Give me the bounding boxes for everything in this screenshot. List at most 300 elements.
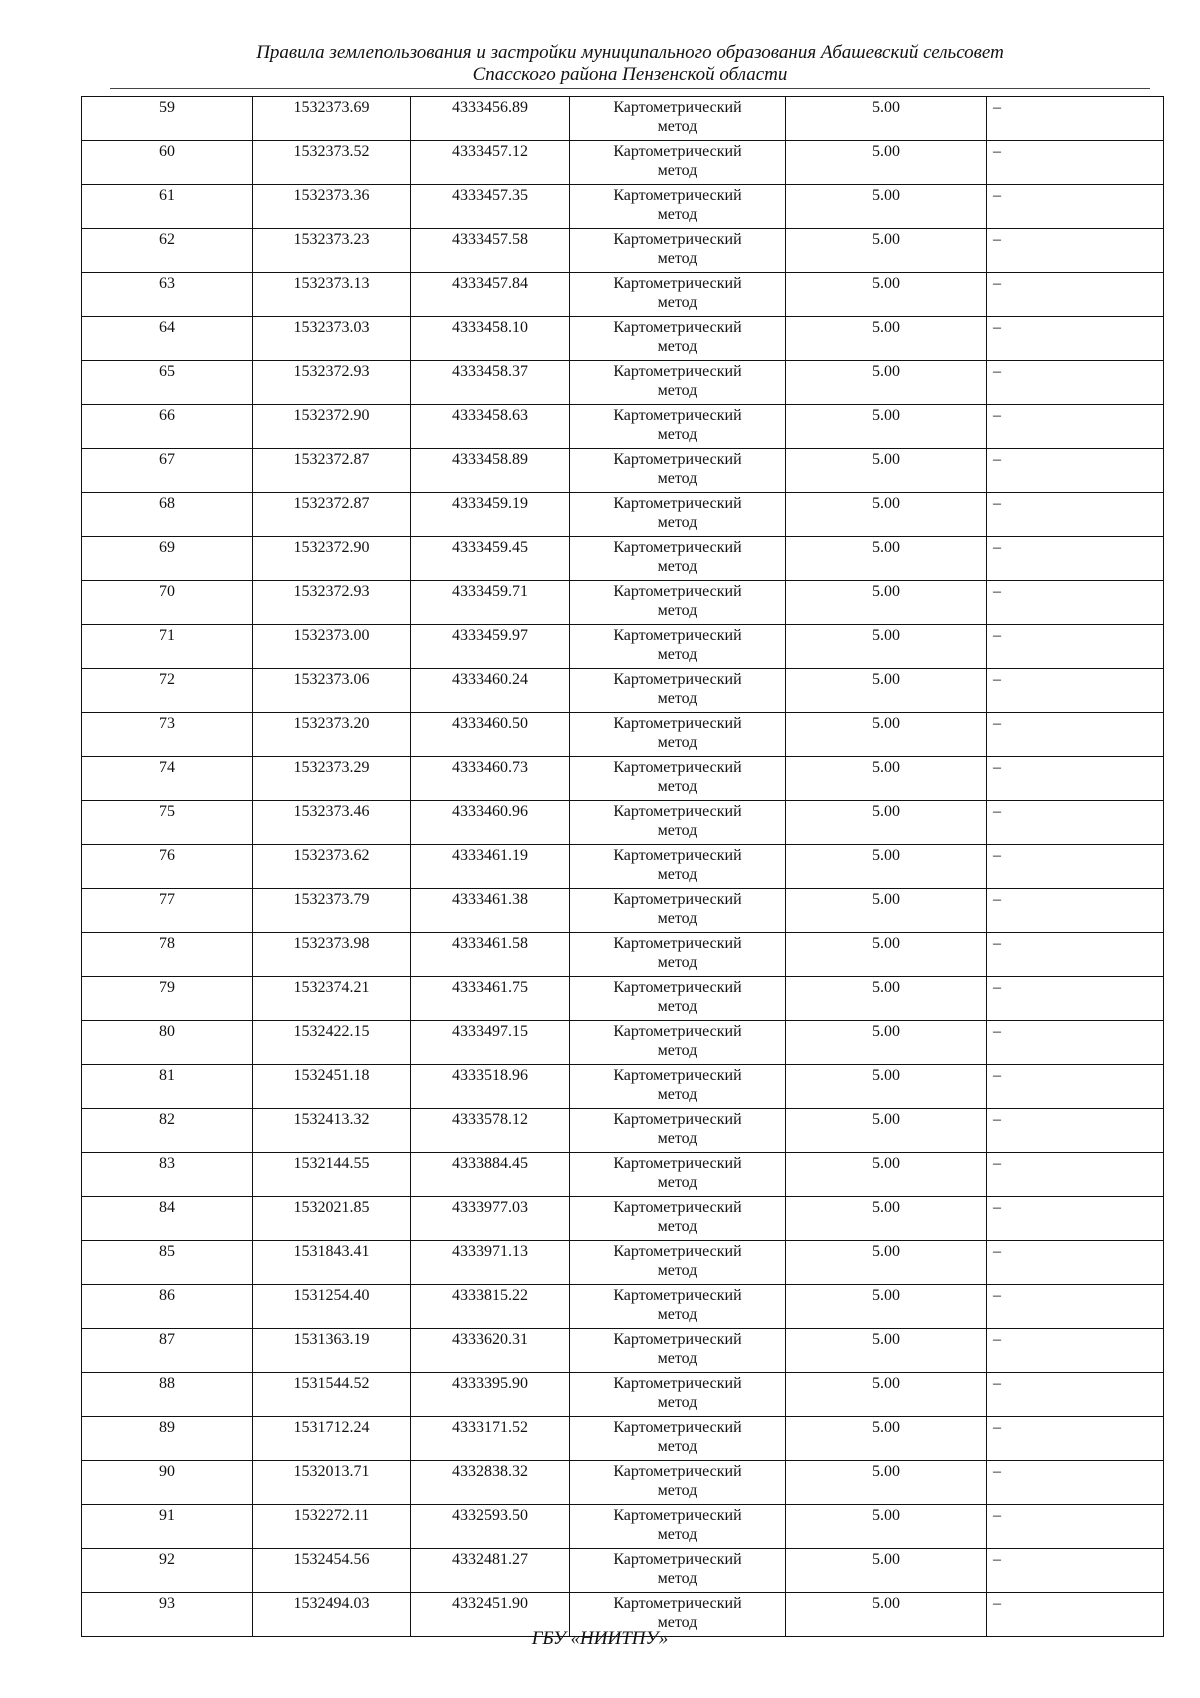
x-coordinate-cell: 1532422.15 (253, 1021, 411, 1065)
table-row (82, 449, 1164, 493)
method-line-2: метод (657, 1086, 698, 1103)
table-row (82, 1153, 1164, 1197)
note-cell: – (987, 977, 1164, 1021)
method-line-1: Картометрический (613, 1463, 742, 1480)
page-footer: ГБУ «НИИТПУ» (531, 1628, 669, 1649)
note-cell: – (987, 889, 1164, 933)
note-cell: – (987, 1109, 1164, 1153)
method-line-1: Картометрический (613, 1111, 742, 1128)
accuracy-cell: 5.00 (786, 1021, 987, 1065)
method-line-2: метод (657, 1614, 698, 1631)
point-number-cell: 88 (82, 1373, 253, 1417)
method-cell (570, 1329, 786, 1373)
point-number-cell: 79 (82, 977, 253, 1021)
note-cell: – (987, 933, 1164, 977)
method-line-1: Картометрический (613, 1287, 742, 1304)
method-line-2: метод (657, 1306, 698, 1323)
x-coordinate-cell: 1532373.52 (253, 141, 411, 185)
point-number-cell: 62 (82, 229, 253, 273)
method-cell (570, 141, 786, 185)
method-line-1: Картометрический (613, 935, 742, 952)
accuracy-cell: 5.00 (786, 317, 987, 361)
method-cell (570, 757, 786, 801)
accuracy-cell: 5.00 (786, 669, 987, 713)
method-line-2: метод (657, 1042, 698, 1059)
note-cell: – (987, 713, 1164, 757)
method-line-1: Картометрический (613, 1067, 742, 1084)
table-row (82, 1329, 1164, 1373)
method-cell (570, 185, 786, 229)
x-coordinate-cell: 1532373.79 (253, 889, 411, 933)
method-cell (570, 889, 786, 933)
table-row (82, 493, 1164, 537)
y-coordinate-cell: 4333460.73 (411, 757, 570, 801)
method-line-1: Картометрический (613, 1375, 742, 1392)
table-row (82, 977, 1164, 1021)
accuracy-cell: 5.00 (786, 1109, 987, 1153)
method-line-1: Картометрический (613, 187, 742, 204)
method-cell (570, 625, 786, 669)
method-cell (570, 1065, 786, 1109)
x-coordinate-cell: 1532413.32 (253, 1109, 411, 1153)
method-line-1: Картометрический (613, 1243, 742, 1260)
method-line-2: метод (657, 1262, 698, 1279)
accuracy-cell: 5.00 (786, 1065, 987, 1109)
note-cell: – (987, 97, 1164, 141)
note-cell: – (987, 1065, 1164, 1109)
y-coordinate-cell: 4333971.13 (411, 1241, 570, 1285)
table-row (82, 1021, 1164, 1065)
method-line-1: Картометрический (613, 1507, 742, 1524)
y-coordinate-cell: 4333620.31 (411, 1329, 570, 1373)
method-line-2: метод (657, 646, 698, 663)
method-cell (570, 581, 786, 625)
point-number-cell: 60 (82, 141, 253, 185)
method-line-1: Картометрический (613, 759, 742, 776)
note-cell: – (987, 1461, 1164, 1505)
y-coordinate-cell: 4332838.32 (411, 1461, 570, 1505)
accuracy-cell: 5.00 (786, 1505, 987, 1549)
accuracy-cell: 5.00 (786, 493, 987, 537)
accuracy-cell: 5.00 (786, 1153, 987, 1197)
point-number-cell: 73 (82, 713, 253, 757)
x-coordinate-cell: 1532372.87 (253, 493, 411, 537)
table-row (82, 713, 1164, 757)
point-number-cell: 66 (82, 405, 253, 449)
point-number-cell: 74 (82, 757, 253, 801)
note-cell: – (987, 1373, 1164, 1417)
accuracy-cell: 5.00 (786, 625, 987, 669)
table-row (82, 185, 1164, 229)
point-number-cell: 89 (82, 1417, 253, 1461)
coordinates-table-body (82, 97, 1164, 1637)
accuracy-cell: 5.00 (786, 185, 987, 229)
x-coordinate-cell: 1532373.69 (253, 97, 411, 141)
coordinates-table (81, 96, 1164, 1637)
point-number-cell: 85 (82, 1241, 253, 1285)
note-cell: – (987, 537, 1164, 581)
accuracy-cell: 5.00 (786, 141, 987, 185)
y-coordinate-cell: 4333460.96 (411, 801, 570, 845)
method-line-2: метод (657, 734, 698, 751)
method-line-1: Картометрический (613, 231, 742, 248)
note-cell: – (987, 1417, 1164, 1461)
note-cell: – (987, 1197, 1164, 1241)
x-coordinate-cell: 1532373.29 (253, 757, 411, 801)
method-cell (570, 229, 786, 273)
y-coordinate-cell: 4333497.15 (411, 1021, 570, 1065)
note-cell: – (987, 757, 1164, 801)
x-coordinate-cell: 1532372.87 (253, 449, 411, 493)
method-line-1: Картометрический (613, 319, 742, 336)
point-number-cell: 61 (82, 185, 253, 229)
note-cell: – (987, 1505, 1164, 1549)
y-coordinate-cell: 4333457.58 (411, 229, 570, 273)
method-cell (570, 1461, 786, 1505)
x-coordinate-cell: 1531843.41 (253, 1241, 411, 1285)
method-line-1: Картометрический (613, 143, 742, 160)
point-number-cell: 80 (82, 1021, 253, 1065)
method-line-2: метод (657, 206, 698, 223)
method-line-1: Картометрический (613, 803, 742, 820)
method-line-1: Картометрический (613, 847, 742, 864)
method-line-2: метод (657, 910, 698, 927)
header-title-line-1: Правила землепользования и застройки муниципального образования Абашевский сельсовет (256, 42, 1004, 63)
method-cell (570, 1505, 786, 1549)
table-row (82, 581, 1164, 625)
method-line-1: Картометрический (613, 495, 742, 512)
x-coordinate-cell: 1531544.52 (253, 1373, 411, 1417)
table-row (82, 1197, 1164, 1241)
note-cell: – (987, 801, 1164, 845)
method-cell (570, 1417, 786, 1461)
x-coordinate-cell: 1532451.18 (253, 1065, 411, 1109)
method-cell (570, 493, 786, 537)
accuracy-cell: 5.00 (786, 889, 987, 933)
method-cell (570, 1197, 786, 1241)
note-cell: – (987, 317, 1164, 361)
x-coordinate-cell: 1532373.62 (253, 845, 411, 889)
x-coordinate-cell: 1532373.20 (253, 713, 411, 757)
method-line-1: Картометрический (613, 1155, 742, 1172)
method-cell (570, 317, 786, 361)
table-row (82, 1065, 1164, 1109)
x-coordinate-cell: 1532454.56 (253, 1549, 411, 1593)
method-line-2: метод (657, 866, 698, 883)
y-coordinate-cell: 4332593.50 (411, 1505, 570, 1549)
accuracy-cell: 5.00 (786, 537, 987, 581)
y-coordinate-cell: 4333458.10 (411, 317, 570, 361)
note-cell: – (987, 185, 1164, 229)
table-row (82, 97, 1164, 141)
accuracy-cell: 5.00 (786, 713, 987, 757)
method-line-2: метод (657, 1350, 698, 1367)
x-coordinate-cell: 1532373.98 (253, 933, 411, 977)
accuracy-cell: 5.00 (786, 97, 987, 141)
note-cell: – (987, 449, 1164, 493)
method-line-2: метод (657, 118, 698, 135)
accuracy-cell: 5.00 (786, 361, 987, 405)
table-row (82, 405, 1164, 449)
method-line-1: Картометрический (613, 671, 742, 688)
method-line-1: Картометрический (613, 715, 742, 732)
table-row (82, 1109, 1164, 1153)
method-line-2: метод (657, 998, 698, 1015)
method-line-2: метод (657, 1130, 698, 1147)
accuracy-cell: 5.00 (786, 977, 987, 1021)
table-row (82, 1417, 1164, 1461)
y-coordinate-cell: 4333460.50 (411, 713, 570, 757)
table-row (82, 1549, 1164, 1593)
point-number-cell: 65 (82, 361, 253, 405)
accuracy-cell: 5.00 (786, 1329, 987, 1373)
table-row (82, 273, 1164, 317)
method-line-2: метод (657, 822, 698, 839)
method-line-2: метод (657, 558, 698, 575)
method-line-1: Картометрический (613, 1331, 742, 1348)
accuracy-cell: 5.00 (786, 933, 987, 977)
y-coordinate-cell: 4333461.75 (411, 977, 570, 1021)
table-row (82, 845, 1164, 889)
note-cell: – (987, 1549, 1164, 1593)
method-cell (570, 801, 786, 845)
x-coordinate-cell: 1532372.93 (253, 361, 411, 405)
method-cell (570, 977, 786, 1021)
point-number-cell: 86 (82, 1285, 253, 1329)
x-coordinate-cell: 1532373.03 (253, 317, 411, 361)
point-number-cell: 68 (82, 493, 253, 537)
accuracy-cell: 5.00 (786, 229, 987, 273)
x-coordinate-cell: 1532372.90 (253, 405, 411, 449)
note-cell: – (987, 1593, 1164, 1637)
method-line-2: метод (657, 162, 698, 179)
method-line-2: метод (657, 250, 698, 267)
x-coordinate-cell: 1532021.85 (253, 1197, 411, 1241)
y-coordinate-cell: 4333977.03 (411, 1197, 570, 1241)
method-line-2: метод (657, 954, 698, 971)
method-line-1: Картометрический (613, 583, 742, 600)
method-cell (570, 1109, 786, 1153)
point-number-cell: 93 (82, 1593, 253, 1637)
y-coordinate-cell: 4332451.90 (411, 1593, 570, 1637)
y-coordinate-cell: 4333395.90 (411, 1373, 570, 1417)
x-coordinate-cell: 1532374.21 (253, 977, 411, 1021)
note-cell: – (987, 845, 1164, 889)
accuracy-cell: 5.00 (786, 1373, 987, 1417)
accuracy-cell: 5.00 (786, 801, 987, 845)
method-cell (570, 449, 786, 493)
y-coordinate-cell: 4333518.96 (411, 1065, 570, 1109)
accuracy-cell: 5.00 (786, 1549, 987, 1593)
note-cell: – (987, 229, 1164, 273)
point-number-cell: 90 (82, 1461, 253, 1505)
y-coordinate-cell: 4333171.52 (411, 1417, 570, 1461)
table-row (82, 1373, 1164, 1417)
method-line-2: метод (657, 602, 698, 619)
point-number-cell: 91 (82, 1505, 253, 1549)
table-row (82, 889, 1164, 933)
y-coordinate-cell: 4333459.19 (411, 493, 570, 537)
point-number-cell: 75 (82, 801, 253, 845)
point-number-cell: 69 (82, 537, 253, 581)
y-coordinate-cell: 4333456.89 (411, 97, 570, 141)
x-coordinate-cell: 1532272.11 (253, 1505, 411, 1549)
method-cell (570, 97, 786, 141)
method-cell (570, 713, 786, 757)
table-row (82, 669, 1164, 713)
method-cell (570, 1153, 786, 1197)
table-row (82, 317, 1164, 361)
note-cell: – (987, 625, 1164, 669)
x-coordinate-cell: 1532372.90 (253, 537, 411, 581)
x-coordinate-cell: 1532372.93 (253, 581, 411, 625)
point-number-cell: 82 (82, 1109, 253, 1153)
method-line-1: Картометрический (613, 275, 742, 292)
method-line-2: метод (657, 426, 698, 443)
point-number-cell: 77 (82, 889, 253, 933)
method-line-1: Картометрический (613, 539, 742, 556)
method-line-2: метод (657, 778, 698, 795)
method-line-2: метод (657, 1394, 698, 1411)
method-cell (570, 1021, 786, 1065)
method-line-2: метод (657, 1482, 698, 1499)
x-coordinate-cell: 1532373.13 (253, 273, 411, 317)
y-coordinate-cell: 4333458.37 (411, 361, 570, 405)
y-coordinate-cell: 4333459.45 (411, 537, 570, 581)
x-coordinate-cell: 1532144.55 (253, 1153, 411, 1197)
accuracy-cell: 5.00 (786, 1417, 987, 1461)
y-coordinate-cell: 4333461.38 (411, 889, 570, 933)
table-row (82, 757, 1164, 801)
point-number-cell: 64 (82, 317, 253, 361)
method-line-1: Картометрический (613, 1551, 742, 1568)
method-line-1: Картометрический (613, 1199, 742, 1216)
method-cell (570, 1241, 786, 1285)
accuracy-cell: 5.00 (786, 757, 987, 801)
x-coordinate-cell: 1532013.71 (253, 1461, 411, 1505)
accuracy-cell: 5.00 (786, 405, 987, 449)
point-number-cell: 76 (82, 845, 253, 889)
point-number-cell: 83 (82, 1153, 253, 1197)
y-coordinate-cell: 4333457.84 (411, 273, 570, 317)
method-line-1: Картометрический (613, 451, 742, 468)
table-row (82, 229, 1164, 273)
method-line-2: метод (657, 338, 698, 355)
method-line-2: метод (657, 1174, 698, 1191)
point-number-cell: 63 (82, 273, 253, 317)
note-cell: – (987, 581, 1164, 625)
method-line-1: Картометрический (613, 407, 742, 424)
y-coordinate-cell: 4333461.58 (411, 933, 570, 977)
y-coordinate-cell: 4333457.35 (411, 185, 570, 229)
x-coordinate-cell: 1532494.03 (253, 1593, 411, 1637)
x-coordinate-cell: 1532373.00 (253, 625, 411, 669)
x-coordinate-cell: 1531254.40 (253, 1285, 411, 1329)
point-number-cell: 78 (82, 933, 253, 977)
note-cell: – (987, 405, 1164, 449)
method-line-1: Картометрический (613, 891, 742, 908)
note-cell: – (987, 669, 1164, 713)
method-line-2: метод (657, 1438, 698, 1455)
note-cell: – (987, 1021, 1164, 1065)
x-coordinate-cell: 1531712.24 (253, 1417, 411, 1461)
method-line-2: метод (657, 514, 698, 531)
y-coordinate-cell: 4332481.27 (411, 1549, 570, 1593)
table-row (82, 361, 1164, 405)
method-cell (570, 669, 786, 713)
note-cell: – (987, 1285, 1164, 1329)
table-row (82, 625, 1164, 669)
y-coordinate-cell: 4333460.24 (411, 669, 570, 713)
method-cell (570, 361, 786, 405)
note-cell: – (987, 141, 1164, 185)
method-cell (570, 845, 786, 889)
method-line-2: метод (657, 382, 698, 399)
point-number-cell: 87 (82, 1329, 253, 1373)
table-row (82, 1285, 1164, 1329)
page-header (110, 42, 1150, 86)
y-coordinate-cell: 4333578.12 (411, 1109, 570, 1153)
accuracy-cell: 5.00 (786, 273, 987, 317)
x-coordinate-cell: 1532373.06 (253, 669, 411, 713)
y-coordinate-cell: 4333461.19 (411, 845, 570, 889)
method-cell (570, 405, 786, 449)
table-row (82, 537, 1164, 581)
x-coordinate-cell: 1532373.36 (253, 185, 411, 229)
y-coordinate-cell: 4333884.45 (411, 1153, 570, 1197)
point-number-cell: 70 (82, 581, 253, 625)
method-line-2: метод (657, 294, 698, 311)
x-coordinate-cell: 1532373.23 (253, 229, 411, 273)
table-row (82, 1461, 1164, 1505)
y-coordinate-cell: 4333815.22 (411, 1285, 570, 1329)
accuracy-cell: 5.00 (786, 581, 987, 625)
header-divider (110, 88, 1150, 89)
method-cell (570, 273, 786, 317)
note-cell: – (987, 1329, 1164, 1373)
accuracy-cell: 5.00 (786, 1593, 987, 1637)
table-row (82, 801, 1164, 845)
accuracy-cell: 5.00 (786, 1461, 987, 1505)
table-row (82, 141, 1164, 185)
accuracy-cell: 5.00 (786, 449, 987, 493)
y-coordinate-cell: 4333458.89 (411, 449, 570, 493)
method-line-1: Картометрический (613, 1023, 742, 1040)
accuracy-cell: 5.00 (786, 1285, 987, 1329)
accuracy-cell: 5.00 (786, 1197, 987, 1241)
method-line-2: метод (657, 470, 698, 487)
note-cell: – (987, 493, 1164, 537)
note-cell: – (987, 1153, 1164, 1197)
point-number-cell: 92 (82, 1549, 253, 1593)
method-line-1: Картометрический (613, 1595, 742, 1612)
method-line-2: метод (657, 1218, 698, 1235)
point-number-cell: 67 (82, 449, 253, 493)
method-line-2: метод (657, 1526, 698, 1543)
x-coordinate-cell: 1531363.19 (253, 1329, 411, 1373)
point-number-cell: 59 (82, 97, 253, 141)
point-number-cell: 72 (82, 669, 253, 713)
y-coordinate-cell: 4333459.71 (411, 581, 570, 625)
point-number-cell: 81 (82, 1065, 253, 1109)
table-row (82, 1241, 1164, 1285)
method-line-1: Картометрический (613, 1419, 742, 1436)
method-line-2: метод (657, 690, 698, 707)
method-line-1: Картометрический (613, 99, 742, 116)
method-line-2: метод (657, 1570, 698, 1587)
point-number-cell: 84 (82, 1197, 253, 1241)
x-coordinate-cell: 1532373.46 (253, 801, 411, 845)
